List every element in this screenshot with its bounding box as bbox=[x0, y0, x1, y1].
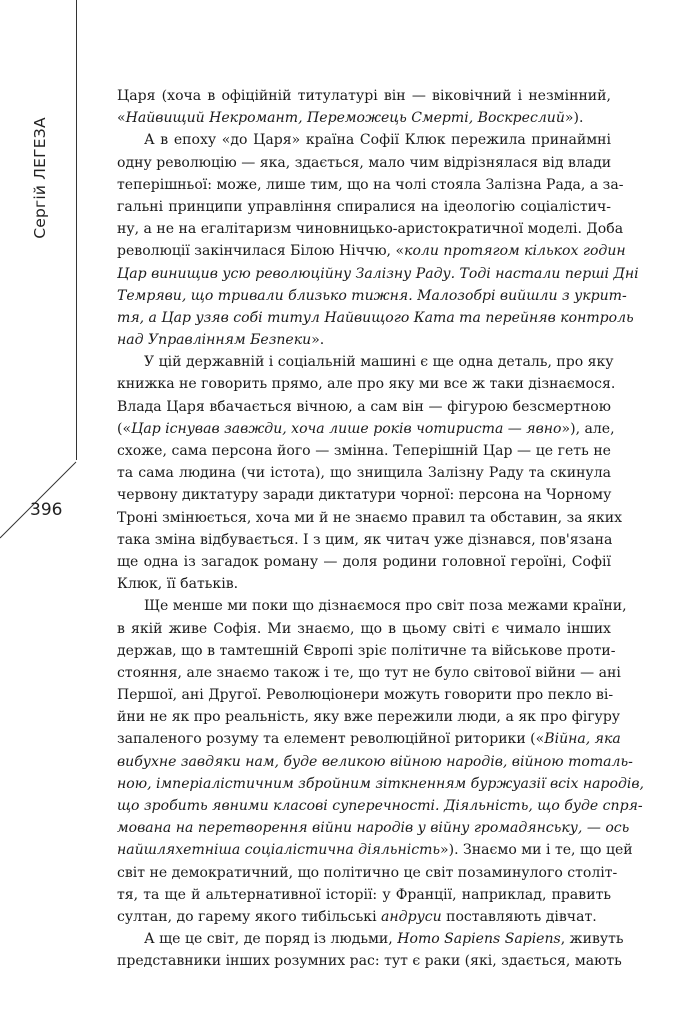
text-line bbox=[117, 684, 614, 706]
text-line bbox=[117, 174, 624, 196]
text-line bbox=[117, 307, 634, 329]
text-line bbox=[117, 484, 611, 506]
text-run: (« bbox=[117, 420, 132, 437]
body-text bbox=[117, 85, 645, 973]
text-line bbox=[117, 618, 611, 640]
text-line bbox=[117, 152, 611, 174]
text-line bbox=[117, 662, 621, 684]
text-run: Клюк, її батьків. bbox=[117, 576, 239, 593]
text-run: представники інших розумних рас: тут є раки (які, здається, мають bbox=[117, 953, 622, 970]
text-line bbox=[117, 373, 616, 395]
text-line bbox=[117, 462, 611, 484]
italic-run: Цар винищив усю революційну Залізну Раду. Тоді настали перші Дні bbox=[117, 265, 639, 282]
text-run: ще одна із загадок роману — доля родини головної героїні, Софії bbox=[117, 553, 611, 570]
text-run: »). bbox=[564, 110, 584, 127]
text-run: книжка не говорить прямо, але про яку ми все ж таки дізнаємося. bbox=[117, 376, 616, 393]
text-run: А в епоху «до Царя» країна Софії Клюк пережила принаймні bbox=[144, 132, 611, 149]
italic-run: мована на перетворення війни народів у війну громадянську, — ось bbox=[117, 820, 630, 837]
italic-run: над Управлінням Безпеки bbox=[117, 332, 312, 349]
italic-run: андруси bbox=[381, 908, 442, 925]
text-line bbox=[117, 950, 622, 972]
italic-run: тя, а Цар узяв собі титул Найвищого Ката та перейняв контроль bbox=[117, 309, 634, 326]
text-line bbox=[117, 906, 611, 928]
text-line bbox=[117, 240, 626, 262]
text-run: султан, до гарему якого тибільські bbox=[117, 908, 382, 925]
text-run: Троні змінюється, хоча ми й не знаємо правил та обставин, за яких bbox=[117, 509, 623, 526]
text-line bbox=[117, 507, 623, 529]
italic-run: Цар існував завжди, хоча лише років чотириста — явно bbox=[131, 420, 562, 437]
text-run: така зміна відбувається. І з цим, як читач уже дізнався, пов'язана bbox=[117, 531, 613, 548]
italic-run: що зробить явними класові суперечності. Діяльність, що буде спря- bbox=[117, 798, 643, 814]
text-run: стояння, але знаємо також і те, що тут не було світової війни — ані bbox=[117, 664, 621, 681]
text-line bbox=[117, 706, 621, 728]
text-line bbox=[117, 129, 611, 151]
text-run: схоже, сама персона його — змінна. Теперішній Цар — це геть не bbox=[117, 443, 611, 459]
text-line bbox=[117, 640, 616, 662]
text-line bbox=[117, 418, 615, 440]
text-line bbox=[117, 728, 621, 750]
italic-run: Темряви, що тривали близько тижня. Малозобрі вийшли з укрит- bbox=[117, 287, 627, 304]
text-run: Влада Царя вбачається вічною, а сам він — фігурою безсмертною bbox=[117, 398, 611, 415]
text-line bbox=[117, 817, 630, 839]
text-run: теперішньої: може, лише тим, що на чолі стояла Залізна Рада, а за- bbox=[117, 176, 624, 193]
text-run: »), але, bbox=[561, 420, 615, 437]
italic-run: найшляхетніша соціалістична діяльність bbox=[117, 842, 441, 859]
italic-run: вибухне завдяки нам, буде великою війною народів, війною тоталь- bbox=[117, 753, 633, 770]
text-run: поставляють дівчат. bbox=[441, 908, 597, 925]
italic-run: ною, імперіалістичним збройним зіткненням буржуазії всіх народів, bbox=[117, 775, 645, 792]
text-line bbox=[117, 928, 624, 950]
text-line bbox=[117, 351, 614, 373]
text-line bbox=[117, 573, 611, 595]
text-run: червону диктатуру заради диктатури чорної: персона на Чорному bbox=[117, 487, 612, 504]
text-run: , живуть bbox=[560, 931, 624, 948]
text-line bbox=[117, 751, 633, 773]
text-run: держав, що в тамтешній Європі зріє політичне та військове проти- bbox=[117, 642, 616, 659]
italic-run: Найвищий Некромант, Переможець Смерті, Воскреслий bbox=[125, 110, 565, 127]
text-run: »). Знаємо ми і те, що цей bbox=[440, 842, 633, 859]
page-number: 396 bbox=[30, 500, 63, 520]
text-line bbox=[117, 595, 627, 617]
text-run: в якій живе Софія. Ми знаємо, що в цьому світі є чимало інших bbox=[117, 620, 611, 637]
text-run: світ не демократичний, що політично це світ позаминулого століт- bbox=[117, 864, 618, 881]
text-run: та сама людина (чи істота), що знищила Залізну Раду та скинула bbox=[117, 465, 611, 482]
text-run: « bbox=[117, 110, 126, 127]
italic-run: Homo Sapiens Sapiens bbox=[397, 931, 561, 948]
text-run: запаленого розуму та елемент революційної риторики (« bbox=[117, 731, 545, 748]
text-line bbox=[117, 396, 611, 418]
text-run: революції закінчилася Білою Ніччю, « bbox=[117, 243, 405, 260]
text-line bbox=[117, 795, 643, 817]
text-run: ». bbox=[311, 332, 325, 349]
text-line bbox=[117, 884, 611, 906]
margin-diagonal-rule bbox=[0, 0, 86, 560]
text-line bbox=[117, 196, 611, 218]
text-line bbox=[117, 85, 611, 107]
text-run: А ще це світ, де поряд із людьми, bbox=[144, 931, 398, 948]
text-run: одну революцію — яка, здається, мало чим відрізнялася від влади bbox=[117, 154, 612, 171]
text-line bbox=[117, 440, 611, 462]
text-line bbox=[117, 839, 633, 861]
text-run: Першої, ані Другої. Революціонери можуть говорити про пекло ві- bbox=[117, 687, 614, 704]
author-name: Сергій ЛЕГЕЗА bbox=[31, 117, 49, 239]
text-line bbox=[117, 285, 627, 307]
text-run: У цій державній і соціальній машині є ще одна деталь, про яку bbox=[144, 354, 614, 371]
text-run: ну, а не на егалітаризм чиновницько-аристократичної моделі. Доба bbox=[117, 221, 624, 238]
text-line bbox=[117, 218, 624, 240]
italic-run: коли протягом кількох годин bbox=[404, 243, 626, 260]
text-run: йни не як про реальність, яку вже пережили люди, а як про фігуру bbox=[117, 709, 621, 726]
text-line bbox=[117, 329, 611, 351]
text-line bbox=[117, 862, 618, 884]
text-line bbox=[117, 529, 611, 551]
text-run: Царя (хоча в офіційній титулатурі він — віковічний і незмінний, bbox=[117, 88, 611, 104]
text-line bbox=[117, 263, 639, 285]
text-run: гальні принципи управління спиралися на ідеологію соціалістич- bbox=[117, 198, 611, 215]
text-line bbox=[117, 551, 611, 573]
text-run: тя, та ще й альтернативної історії: у Франції, наприклад, править bbox=[117, 886, 611, 903]
text-line bbox=[117, 107, 611, 129]
italic-run: Війна, яка bbox=[544, 731, 621, 748]
text-line bbox=[117, 773, 645, 795]
text-run: Ще менше ми поки що дізнаємося про світ поза межами країни, bbox=[144, 598, 627, 615]
margin-vertical-rule bbox=[76, 0, 77, 460]
